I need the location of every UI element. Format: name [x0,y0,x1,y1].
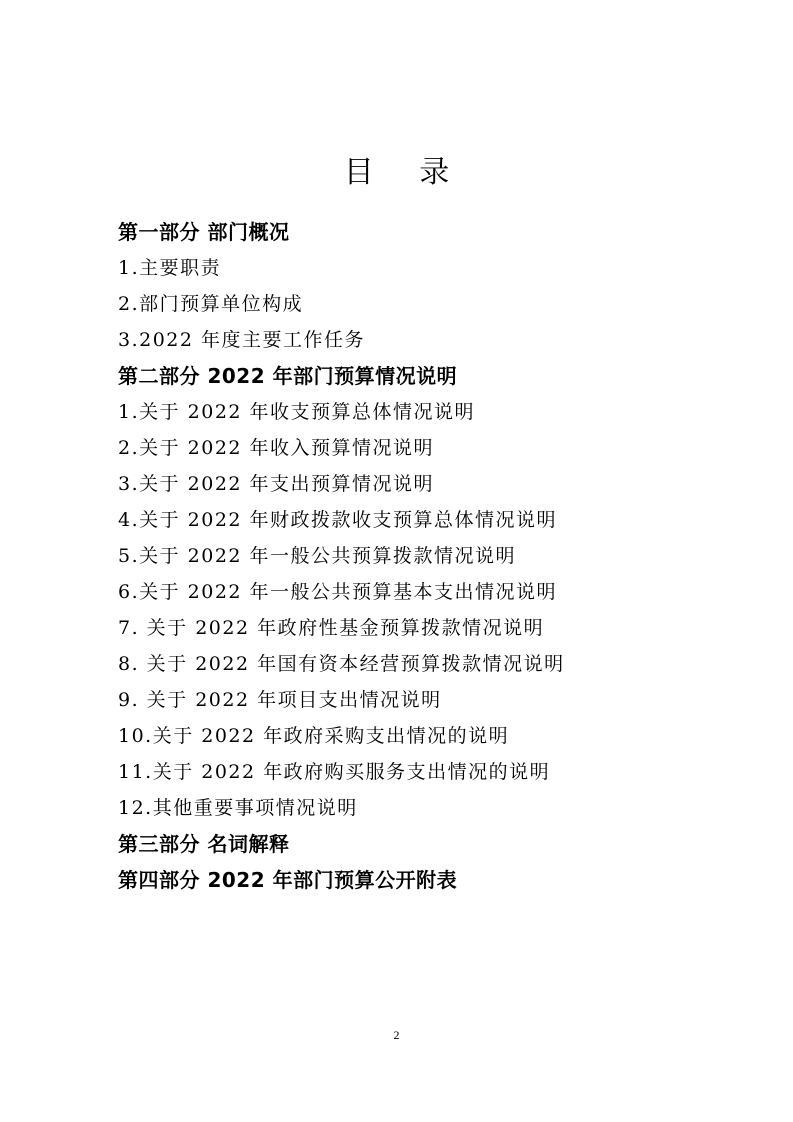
toc-entry: 11.关于 2022 年政府购买服务支出情况的说明 [118,761,551,783]
toc-entry: 2.关于 2022 年收入预算情况说明 [118,437,435,459]
table-of-contents [118,214,738,898]
toc-entry: 7. 关于 2022 年政府性基金预算拨款情况说明 [118,617,545,639]
toc-entry: 12.其他重要事项情况说明 [118,797,358,819]
toc-entry: 1.关于 2022 年收支预算总体情况说明 [118,401,476,423]
toc-entry: 6.关于 2022 年一般公共预算基本支出情况说明 [118,581,558,603]
toc-entry: 2.部门预算单位构成 [118,293,304,315]
toc-entry: 9. 关于 2022 年项目支出情况说明 [118,689,442,711]
toc-entry: 10.关于 2022 年政府采购支出情况的说明 [118,725,510,747]
toc-entry: 8. 关于 2022 年国有资本经营预算拨款情况说明 [118,653,565,675]
toc-part-heading: 第二部分 2022 年部门预算情况说明 [118,364,458,388]
page-number: 2 [393,1028,400,1042]
toc-entry: 4.关于 2022 年财政拨款收支预算总体情况说明 [118,509,558,531]
toc-part-heading: 第四部分 2022 年部门预算公开附表 [118,868,458,892]
toc-entry: 5.关于 2022 年一般公共预算拨款情况说明 [118,545,517,567]
toc-entry: 3.2022 年度主要工作任务 [118,329,366,351]
toc-entry: 1.主要职责 [118,257,222,279]
page-title: 目 录 [343,155,468,190]
toc-entry: 3.关于 2022 年支出预算情况说明 [118,473,435,495]
toc-part-heading: 第三部分 名词解释 [118,832,290,856]
toc-part-heading: 第一部分 部门概况 [118,220,290,244]
